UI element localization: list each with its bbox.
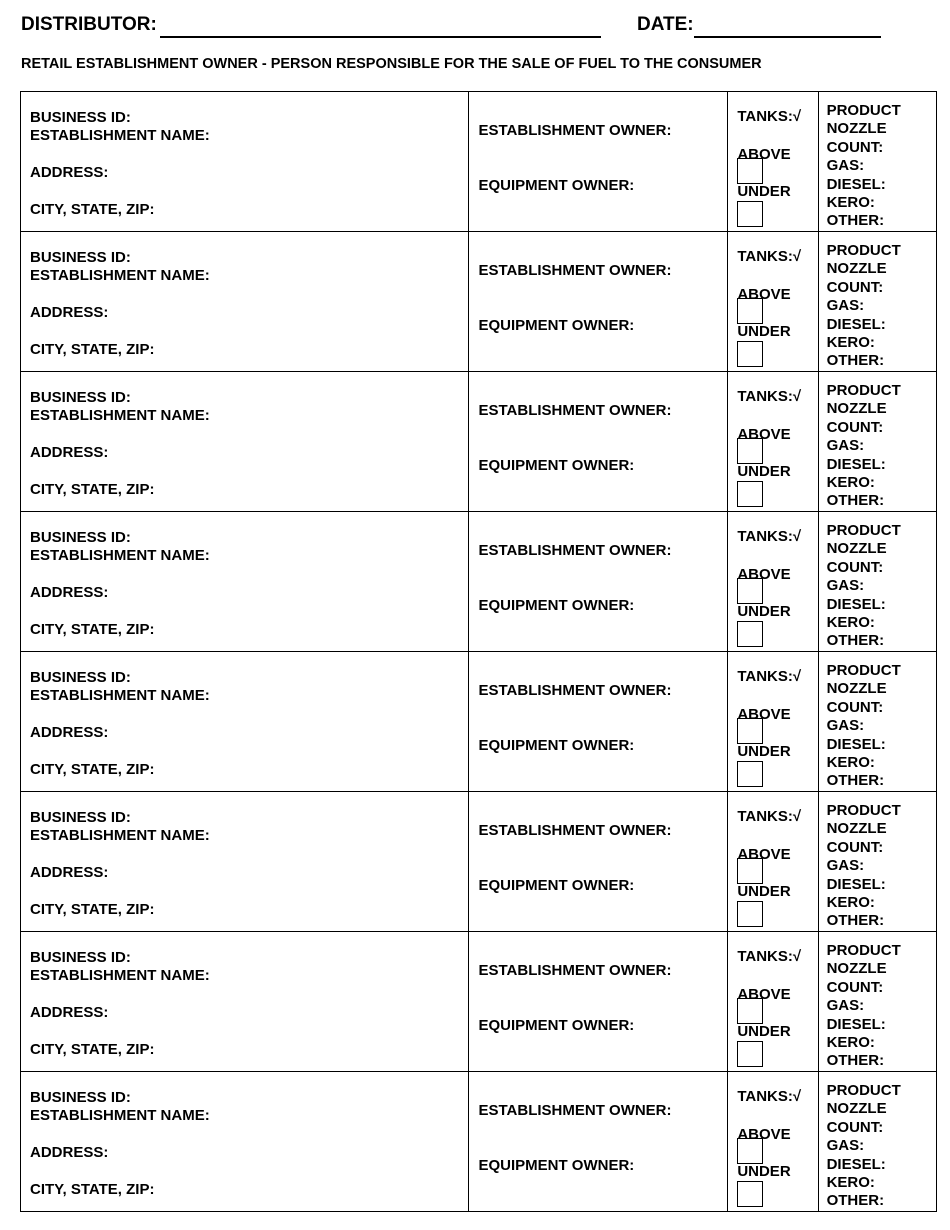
diesel-label: DIESEL:: [826, 455, 886, 473]
above-label: ABOVE: [737, 286, 791, 303]
nozzle-label: NOZZLE: [826, 680, 887, 698]
tanks-label: TANKS:√: [737, 108, 802, 125]
equipment-owner-label: EQUIPMENT OWNER:: [478, 1017, 635, 1034]
address-label: ADDRESS:: [30, 724, 109, 741]
other-label: OTHER:: [826, 912, 885, 930]
tanks-label: TANKS:√: [737, 528, 802, 545]
product-cell[interactable]: [818, 652, 936, 792]
establishment-row: [21, 512, 937, 652]
kero-label: KERO:: [826, 1174, 875, 1192]
establishment-row: [21, 1072, 937, 1212]
product-nozzle-count-labels: [827, 1082, 901, 1211]
nozzle-label: NOZZLE: [826, 120, 887, 138]
under-label: UNDER: [737, 1023, 791, 1040]
kero-label: KERO:: [826, 334, 875, 352]
establishment-row: [21, 932, 937, 1072]
distributor-field[interactable]: [160, 36, 601, 38]
diesel-label: DIESEL:: [826, 1155, 886, 1173]
establishment-owner-label: ESTABLISHMENT OWNER:: [478, 262, 672, 279]
establishment-info-cell[interactable]: [21, 792, 469, 932]
equipment-owner-label: EQUIPMENT OWNER:: [478, 597, 635, 614]
product-cell[interactable]: [818, 932, 936, 1072]
product-label: PRODUCT: [826, 522, 901, 539]
above-label: ABOVE: [737, 1126, 791, 1143]
establishment-owner-label: ESTABLISHMENT OWNER:: [478, 402, 672, 419]
owner-cell[interactable]: [469, 652, 728, 792]
establishment-owner-label: ESTABLISHMENT OWNER:: [478, 822, 672, 839]
establishment-name-label: ESTABLISHMENT NAME:: [30, 547, 210, 564]
tanks-label: TANKS:√: [737, 388, 802, 405]
count-label: COUNT:: [826, 1118, 884, 1136]
establishment-row: [21, 92, 937, 232]
product-cell[interactable]: [818, 92, 936, 232]
other-label: OTHER:: [826, 632, 885, 650]
city-state-zip-label: CITY, STATE, ZIP:: [30, 1181, 155, 1198]
form-subtitle: RETAIL ESTABLISHMENT OWNER - PERSON RESPONSIBLE FOR THE SALE OF FUEL TO THE CONSUMER: [21, 56, 762, 72]
above-checkbox[interactable]: [737, 718, 763, 744]
establishment-table: [20, 91, 937, 1212]
establishment-name-label: ESTABLISHMENT NAME:: [30, 687, 210, 704]
above-label: ABOVE: [737, 426, 791, 443]
kero-label: KERO:: [826, 194, 875, 212]
establishment-owner-label: ESTABLISHMENT OWNER:: [478, 962, 672, 979]
business-id-label: BUSINESS ID:: [30, 109, 131, 126]
business-id-label: BUSINESS ID:: [30, 809, 131, 826]
above-label: ABOVE: [737, 146, 791, 163]
count-label: COUNT:: [826, 558, 884, 576]
equipment-owner-label: EQUIPMENT OWNER:: [478, 317, 635, 334]
establishment-row: [21, 372, 937, 512]
other-label: OTHER:: [826, 1052, 885, 1070]
kero-label: KERO:: [826, 1034, 875, 1052]
nozzle-label: NOZZLE: [826, 260, 887, 278]
above-checkbox[interactable]: [737, 998, 763, 1024]
equipment-owner-label: EQUIPMENT OWNER:: [478, 457, 635, 474]
equipment-owner-label: EQUIPMENT OWNER:: [478, 177, 635, 194]
above-label: ABOVE: [737, 846, 791, 863]
product-cell[interactable]: [818, 232, 936, 372]
above-checkbox[interactable]: [737, 298, 763, 324]
count-label: COUNT:: [826, 278, 884, 296]
nozzle-label: NOZZLE: [826, 1100, 887, 1118]
address-label: ADDRESS:: [30, 1004, 109, 1021]
tanks-cell: [728, 232, 818, 372]
product-label: PRODUCT: [826, 942, 901, 959]
kero-label: KERO:: [826, 474, 875, 492]
date-field[interactable]: [694, 36, 881, 38]
under-label: UNDER: [737, 1163, 791, 1180]
establishment-info-cell[interactable]: [21, 372, 469, 512]
business-id-label: BUSINESS ID:: [30, 389, 131, 406]
establishment-owner-label: ESTABLISHMENT OWNER:: [478, 542, 672, 559]
business-id-label: BUSINESS ID:: [30, 949, 131, 966]
under-label: UNDER: [737, 183, 791, 200]
establishment-name-label: ESTABLISHMENT NAME:: [30, 827, 210, 844]
above-checkbox[interactable]: [737, 578, 763, 604]
city-state-zip-label: CITY, STATE, ZIP:: [30, 901, 155, 918]
distributor-label: DISTRIBUTOR:: [21, 14, 157, 35]
nozzle-label: NOZZLE: [826, 540, 887, 558]
under-checkbox[interactable]: [737, 201, 763, 227]
owner-cell[interactable]: [469, 792, 728, 932]
tanks-label: TANKS:√: [737, 1088, 802, 1105]
above-label: ABOVE: [737, 986, 791, 1003]
tanks-label: TANKS:√: [737, 668, 802, 685]
product-nozzle-count-labels: [827, 242, 901, 371]
gas-label: GAS:: [826, 577, 865, 595]
address-label: ADDRESS:: [30, 164, 109, 181]
address-label: ADDRESS:: [30, 864, 109, 881]
product-nozzle-count-labels: [827, 802, 901, 931]
above-checkbox[interactable]: [737, 438, 763, 464]
gas-label: GAS:: [826, 857, 865, 875]
establishment-owner-label: ESTABLISHMENT OWNER:: [478, 1102, 672, 1119]
establishment-owner-label: ESTABLISHMENT OWNER:: [478, 122, 672, 139]
above-label: ABOVE: [737, 566, 791, 583]
product-label: PRODUCT: [826, 102, 901, 119]
diesel-label: DIESEL:: [826, 735, 886, 753]
city-state-zip-label: CITY, STATE, ZIP:: [30, 621, 155, 638]
under-checkbox[interactable]: [737, 1181, 763, 1207]
tanks-cell: [728, 932, 818, 1072]
other-label: OTHER:: [826, 772, 885, 790]
other-label: OTHER:: [826, 1192, 885, 1210]
count-label: COUNT:: [826, 978, 884, 996]
gas-label: GAS:: [826, 1137, 865, 1155]
under-label: UNDER: [737, 323, 791, 340]
establishment-name-label: ESTABLISHMENT NAME:: [30, 1107, 210, 1124]
under-label: UNDER: [737, 743, 791, 760]
product-cell[interactable]: [818, 792, 936, 932]
product-nozzle-count-labels: [827, 382, 901, 511]
city-state-zip-label: CITY, STATE, ZIP:: [30, 1041, 155, 1058]
address-label: ADDRESS:: [30, 444, 109, 461]
nozzle-label: NOZZLE: [826, 820, 887, 838]
above-checkbox[interactable]: [737, 858, 763, 884]
establishment-info-cell[interactable]: [21, 232, 469, 372]
establishment-row: [21, 652, 937, 792]
tanks-label: TANKS:√: [737, 948, 802, 965]
under-checkbox[interactable]: [737, 761, 763, 787]
product-nozzle-count-labels: [827, 942, 901, 1071]
under-label: UNDER: [737, 603, 791, 620]
owner-cell[interactable]: [469, 932, 728, 1072]
kero-label: KERO:: [826, 614, 875, 632]
form-header: [21, 12, 901, 38]
diesel-label: DIESEL:: [826, 1015, 886, 1033]
product-nozzle-count-labels: [827, 662, 901, 791]
under-label: UNDER: [737, 883, 791, 900]
address-label: ADDRESS:: [30, 584, 109, 601]
tanks-label: TANKS:√: [737, 808, 802, 825]
establishment-name-label: ESTABLISHMENT NAME:: [30, 407, 210, 424]
tanks-cell: [728, 652, 818, 792]
count-label: COUNT:: [826, 838, 884, 856]
product-label: PRODUCT: [826, 662, 901, 679]
establishment-row: [21, 792, 937, 932]
diesel-label: DIESEL:: [826, 315, 886, 333]
product-cell[interactable]: [818, 372, 936, 512]
business-id-label: BUSINESS ID:: [30, 1089, 131, 1106]
owner-cell[interactable]: [469, 92, 728, 232]
tanks-cell: [728, 792, 818, 932]
establishment-name-label: ESTABLISHMENT NAME:: [30, 967, 210, 984]
establishment-info-cell[interactable]: [21, 932, 469, 1072]
business-id-label: BUSINESS ID:: [30, 249, 131, 266]
under-checkbox[interactable]: [737, 621, 763, 647]
product-nozzle-count-labels: [827, 102, 901, 231]
gas-label: GAS:: [826, 717, 865, 735]
date-label: DATE:: [637, 14, 694, 35]
under-checkbox[interactable]: [737, 901, 763, 927]
tanks-cell: [728, 92, 818, 232]
equipment-owner-label: EQUIPMENT OWNER:: [478, 877, 635, 894]
diesel-label: DIESEL:: [826, 175, 886, 193]
kero-label: KERO:: [826, 754, 875, 772]
above-label: ABOVE: [737, 706, 791, 723]
tanks-cell: [728, 372, 818, 512]
other-label: OTHER:: [826, 352, 885, 370]
gas-label: GAS:: [826, 297, 865, 315]
product-cell[interactable]: [818, 512, 936, 652]
address-label: ADDRESS:: [30, 1144, 109, 1161]
business-id-label: BUSINESS ID:: [30, 669, 131, 686]
under-checkbox[interactable]: [737, 481, 763, 507]
under-checkbox[interactable]: [737, 341, 763, 367]
count-label: COUNT:: [826, 138, 884, 156]
product-label: PRODUCT: [826, 382, 901, 399]
tanks-label: TANKS:√: [737, 248, 802, 265]
above-checkbox[interactable]: [737, 158, 763, 184]
diesel-label: DIESEL:: [826, 595, 886, 613]
above-checkbox[interactable]: [737, 1138, 763, 1164]
owner-cell[interactable]: [469, 232, 728, 372]
establishment-info-cell[interactable]: [21, 1072, 469, 1212]
product-label: PRODUCT: [826, 242, 901, 259]
gas-label: GAS:: [826, 437, 865, 455]
city-state-zip-label: CITY, STATE, ZIP:: [30, 341, 155, 358]
owner-cell[interactable]: [469, 372, 728, 512]
under-label: UNDER: [737, 463, 791, 480]
owner-cell[interactable]: [469, 1072, 728, 1212]
other-label: OTHER:: [826, 492, 885, 510]
establishment-row: [21, 232, 937, 372]
business-id-label: BUSINESS ID:: [30, 529, 131, 546]
under-checkbox[interactable]: [737, 1041, 763, 1067]
kero-label: KERO:: [826, 894, 875, 912]
city-state-zip-label: CITY, STATE, ZIP:: [30, 481, 155, 498]
gas-label: GAS:: [826, 157, 865, 175]
product-label: PRODUCT: [826, 1082, 901, 1099]
equipment-owner-label: EQUIPMENT OWNER:: [478, 737, 635, 754]
product-nozzle-count-labels: [827, 522, 901, 651]
tanks-cell: [728, 512, 818, 652]
nozzle-label: NOZZLE: [826, 400, 887, 418]
count-label: COUNT:: [826, 698, 884, 716]
establishment-info-cell[interactable]: [21, 512, 469, 652]
tanks-cell: [728, 1072, 818, 1212]
nozzle-label: NOZZLE: [826, 960, 887, 978]
product-label: PRODUCT: [826, 802, 901, 819]
product-cell[interactable]: [818, 1072, 936, 1212]
city-state-zip-label: CITY, STATE, ZIP:: [30, 761, 155, 778]
establishment-info-cell[interactable]: [21, 652, 469, 792]
gas-label: GAS:: [826, 997, 865, 1015]
establishment-info-cell[interactable]: [21, 92, 469, 232]
diesel-label: DIESEL:: [826, 875, 886, 893]
city-state-zip-label: CITY, STATE, ZIP:: [30, 201, 155, 218]
establishment-owner-label: ESTABLISHMENT OWNER:: [478, 682, 672, 699]
establishment-name-label: ESTABLISHMENT NAME:: [30, 267, 210, 284]
establishment-name-label: ESTABLISHMENT NAME:: [30, 127, 210, 144]
address-label: ADDRESS:: [30, 304, 109, 321]
count-label: COUNT:: [826, 418, 884, 436]
owner-cell[interactable]: [469, 512, 728, 652]
other-label: OTHER:: [826, 212, 885, 230]
equipment-owner-label: EQUIPMENT OWNER:: [478, 1157, 635, 1174]
